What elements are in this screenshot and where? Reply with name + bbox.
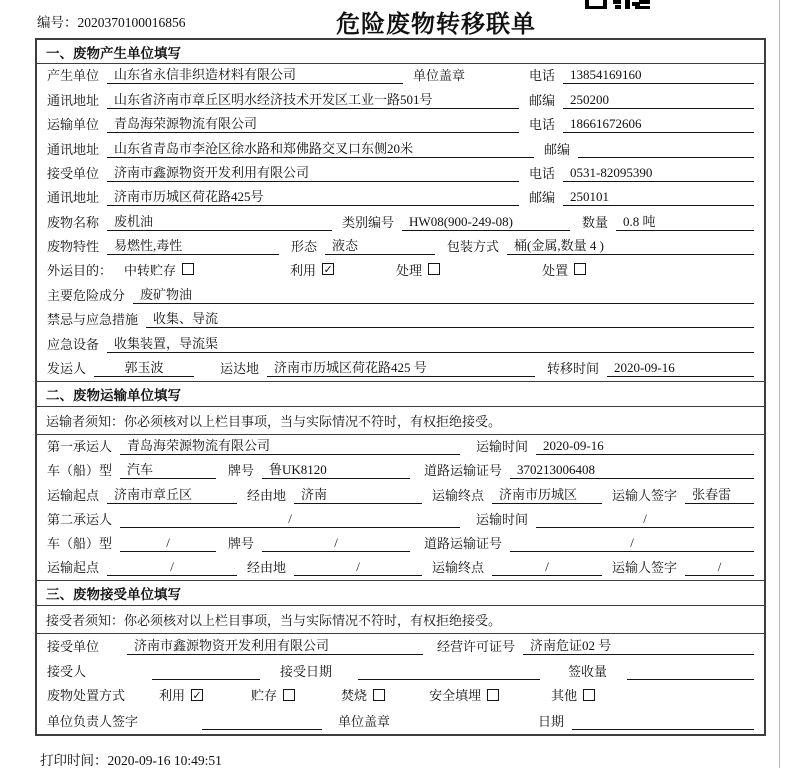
option-label: 利用 [159,688,186,704]
address-label: 通讯地址 [47,141,100,157]
producer-zip-value: 250200 [563,92,754,109]
receiver-address-value: 济南市历城区荷花路425号 [107,186,519,206]
responsible-sign-value [202,714,322,730]
purpose-option-storage [124,260,194,279]
category-value: HW08(900-249-08) [402,214,570,231]
transfer-time-label: 转移时间 [547,361,600,377]
carrier1-origin-value: 济南市章丘区 [107,484,237,504]
producer-address-value: 山东省济南市章丘区明水经济技术开发区工业一路501号 [107,89,519,109]
row-responsible-signature [37,709,764,734]
transporter-notice: 运输者须知：你必须核对以上栏目事项，当与实际情况不符时，有权拒绝接受。 [37,407,764,435]
section-transporter [37,381,764,580]
carrier1-via-value: 济南 [294,484,422,504]
purpose-option-treat [396,260,440,279]
responsible-sign-label: 单位负责人签字 [47,714,139,730]
form-label: 形态 [291,239,318,255]
transporter-phone-group [529,114,754,133]
transporter-phone-value: 18661672606 [563,116,754,133]
manifest-form-table [35,38,766,736]
vehicle-type-label: 车（船）型 [47,536,113,552]
receiver-phone-group [529,163,754,182]
option-label: 安全填埋 [429,688,482,704]
section-1-title: 一、废物产生单位填写 [37,40,764,64]
print-time-value: 2020-09-16 10:49:51 [107,753,222,768]
option-label: 处理 [396,262,423,278]
carrier2-sign-value: / [685,559,754,576]
checkbox-disposal-landfill [487,689,499,701]
characteristics-value: 易燃性,毒性 [107,235,279,255]
option-label: 贮存 [251,688,278,704]
carrier1-time-value: 2020-09-16 [536,438,754,455]
license-value: 济南危证02 号 [523,635,754,655]
address-label: 通讯地址 [47,92,100,108]
row-emergency-measures [37,308,764,332]
producer-phone-value: 13854169160 [563,67,754,84]
waste-name-label: 废物名称 [47,214,100,230]
serial-label: 编号： [37,15,78,30]
characteristics-label: 废物特性 [47,239,100,255]
checkbox-dispose [574,263,586,275]
row-emergency-equipment [37,332,764,356]
row-carrier1-route [37,483,764,507]
vehicle-type-label: 车（船）型 [47,463,113,479]
transporter-sign-label: 运输人签字 [612,560,678,576]
carrier2-end-value: / [492,559,602,576]
document-title: 危险废物转移联单 [336,11,536,38]
carrier1-end-value: 济南市历城区 [492,484,602,504]
transporter-unit-value: 青岛海荣源物流有限公司 [107,113,519,133]
transporter-zip-group [544,139,754,158]
transporter-sign-label: 运输人签字 [612,487,678,503]
plate-label: 牌号 [228,536,255,552]
transport-time-label: 运输时间 [476,511,529,527]
section-3-title: 三、废物接受单位填写 [37,580,764,606]
document-header [0,0,796,38]
receiver-phone-value: 0531-82095390 [563,165,754,182]
disposal-option-utilize [159,685,203,704]
serial-number [37,11,186,31]
receiving-unit-value: 济南市鑫源物资开发利用有限公司 [127,635,423,655]
disposal-option-landfill [429,685,499,704]
packaging-value: 桶(金属,数量 4 ) [507,235,754,255]
checkbox-treat [428,263,440,275]
carrier2-vehicle-value: / [120,535,216,552]
address-label: 通讯地址 [47,190,100,206]
carrier1-vehicle-value: 汽车 [120,459,216,479]
disposal-method-label: 废物处置方式 [47,688,126,704]
carrier2-plate-value: / [262,535,410,552]
carrier1-permit-value: 370213006408 [510,462,754,479]
unit-seal-label: 单位盖章 [338,714,391,730]
unit-seal-label: 单位盖章 [413,68,466,84]
zip-label: 邮编 [529,92,556,108]
plate-label: 牌号 [228,463,255,479]
shipper-label: 发运人 [47,361,87,377]
equipment-label: 应急设备 [47,336,100,352]
qr-code-fragment [575,0,655,10]
license-label: 经营许可证号 [437,639,516,655]
origin-label: 运输起点 [47,560,100,576]
row-hazard-components [37,284,764,308]
accept-date-value [358,664,540,680]
zip-label: 邮编 [544,141,571,157]
producer-unit-value: 山东省永信非织造材料有限公司 [107,64,403,84]
date-value [572,714,754,730]
receiving-unit-label: 接受单位 [47,639,100,655]
date-label: 日期 [538,714,565,730]
section-receiver [37,580,764,734]
form-value: 液态 [325,235,435,255]
carrier2-time-value: / [536,511,754,528]
receiver-notice: 接受者须知：你必须核对以上栏目事项，当与实际情况不符时，有权拒绝接受。 [37,606,764,634]
carrier1-label: 第一承运人 [47,439,113,455]
row-receiving-unit [37,634,764,659]
row-producer-address [37,88,764,112]
phone-label: 电话 [529,165,556,181]
hazard-value: 废矿物油 [133,284,754,304]
serial-value: 2020370100016856 [77,15,186,30]
row-waste-characteristics [37,235,764,259]
road-permit-label: 道路运输证号 [424,536,503,552]
section-2-title: 二、废物运输单位填写 [37,381,764,407]
option-label: 中转贮存 [124,262,177,278]
transporter-unit-label: 运输单位 [47,117,100,133]
row-waste-name [37,210,764,234]
origin-label: 运输起点 [47,487,100,503]
row-producer-unit [37,64,764,88]
acceptor-label: 接受人 [47,664,87,680]
row-acceptor [37,659,764,684]
purpose-option-utilize [290,260,334,279]
option-label: 其他 [551,688,578,704]
received-qty-label: 签收量 [568,664,608,680]
carrier2-origin-value: / [107,559,237,576]
checkbox-disposal-other [583,689,595,701]
receiver-unit-value: 济南市鑫源物资开发利用有限公司 [107,162,519,182]
row-transporter-address [37,137,764,161]
checkbox-storage [182,263,194,275]
carrier1-plate-value: 鲁UK8120 [262,459,410,479]
page-edge-line [779,0,780,768]
carrier1-sign-value: 张春雷 [685,484,754,504]
carrier1-value: 青岛海荣源物流有限公司 [120,435,460,455]
checkbox-disposal-store [283,689,295,701]
equipment-value: 收集装置，导流渠 [107,333,754,353]
option-label: 焚烧 [341,688,368,704]
row-carrier2-vehicle [37,532,764,556]
row-carrier1-vehicle [37,459,764,483]
row-receiver-address [37,186,764,210]
quantity-value: 0.8 吨 [616,211,754,231]
via-label: 经由地 [247,560,287,576]
transfer-time-value: 2020-09-16 [607,360,754,377]
disposal-option-other [551,685,595,704]
checkbox-disposal-utilize: ✓ [192,688,202,702]
row-carrier2-route [37,556,764,580]
disposal-option-incinerate [341,685,385,704]
destination-label: 运达地 [220,361,260,377]
receiver-unit-label: 接受单位 [47,165,100,181]
disposal-option-store [251,685,295,704]
carrier2-permit-value: / [510,535,754,552]
purpose-option-dispose [542,260,586,279]
row-carrier1 [37,435,764,459]
quantity-label: 数量 [582,214,609,230]
checkbox-disposal-incinerate [373,689,385,701]
transport-time-label: 运输时间 [476,439,529,455]
row-disposal-method [37,684,764,709]
category-label: 类别编号 [342,214,395,230]
received-qty-value [627,664,754,680]
measures-label: 禁忌与应急措施 [47,312,139,328]
phone-label: 电话 [529,68,556,84]
row-carrier2 [37,508,764,532]
destination-value: 济南市历城区荷花路425 号 [267,357,535,377]
via-label: 经由地 [247,487,287,503]
measures-value: 收集、导流 [146,308,754,328]
row-transfer-purpose [37,259,764,283]
print-time [40,749,222,768]
row-receiver-unit [37,162,764,186]
phone-label: 电话 [529,117,556,133]
producer-unit-label: 产生单位 [47,68,100,84]
shipper-value: 郭玉波 [94,357,194,377]
purpose-label: 外运目的： [47,262,113,278]
acceptor-value [152,664,260,680]
carrier2-via-value: / [294,559,422,576]
print-time-label: 打印时间： [40,753,108,768]
accept-date-label: 接受日期 [280,664,333,680]
end-label: 运输终点 [432,560,485,576]
end-label: 运输终点 [432,487,485,503]
producer-phone-group [529,65,754,84]
row-shipper [37,357,764,381]
waste-name-value: 废机油 [107,211,332,231]
hazard-label: 主要危险成分 [47,287,126,303]
zip-label: 邮编 [529,190,556,206]
packaging-label: 包装方式 [447,239,500,255]
receiver-zip-group [529,187,754,206]
transporter-zip-value [578,142,754,158]
option-label: 利用 [290,262,317,278]
receiver-zip-value: 250101 [563,189,754,206]
section-producer [37,40,764,381]
option-label: 处置 [542,262,569,278]
row-transporter-unit [37,113,764,137]
transporter-address-value: 山东省青岛市李沧区徐水路和郑佛路交叉口东侧20米 [107,138,534,158]
checkbox-utilize: ✓ [323,263,333,277]
carrier2-label: 第二承运人 [47,511,113,527]
producer-zip-group [529,90,754,109]
road-permit-label: 道路运输证号 [424,463,503,479]
carrier2-value: / [120,511,460,528]
